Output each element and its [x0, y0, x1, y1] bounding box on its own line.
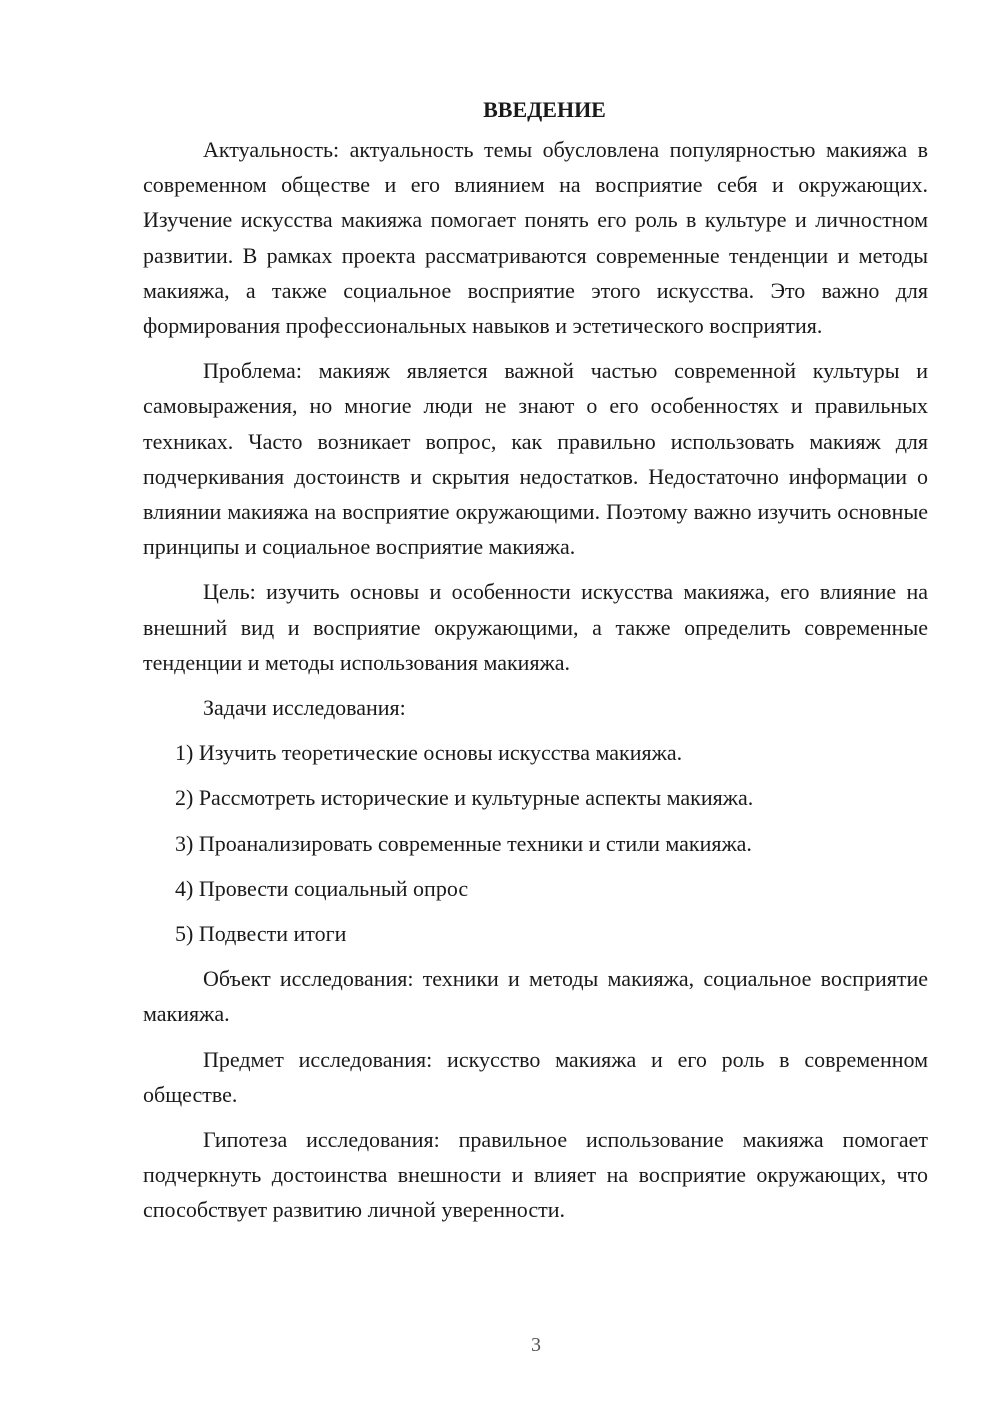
list-item: 1) Изучить теоретические основы искусства макияжа. [175, 740, 683, 766]
document-page [143, 92, 928, 1238]
tasks-heading: Задачи исследования: [203, 695, 406, 721]
list-item: 4) Провести социальный опрос [175, 875, 469, 901]
tasks-list [143, 735, 928, 951]
paragraph-goal: Цель: изучить основы и особенности искусства макияжа, его влияние на внешний вид и восприятие окружающими, а также определить современные тенденции и методы использования макияжа. [143, 579, 928, 675]
paragraph-hypothesis: Гипотеза исследования: правильное использование макияжа помогает подчеркнуть достоинства внешности и влияет на восприятие окружающих, что способствует развитию личной уверенности. [143, 1127, 928, 1223]
list-item: 2) Рассмотреть исторические и культурные аспекты макияжа. [175, 785, 754, 811]
paragraph-object: Объект исследования: техники и методы макияжа, социальное восприятие макияжа. [143, 966, 928, 1027]
page-number: 3 [531, 1334, 541, 1356]
list-item: 5) Подвести итоги [175, 921, 347, 947]
paragraph-relevance: Актуальность: актуальность темы обусловлена популярностью макияжа в современном обществе и его влиянием на восприятие себя и окружающих. Изучение искусства макияжа помогает понять его роль в культуре и личностном развитии. В рамках проекта рассматриваются современные тенденции и методы макияжа, а также социальное восприятие этого искусства. Это важно для формирования профессиональных навыков и эстетического восприятия. [143, 137, 928, 339]
list-item: 3) Проанализировать современные техники и стили макияжа. [175, 830, 752, 856]
paragraph-subject: Предмет исследования: искусство макияжа и его роль в современном обществе. [143, 1046, 928, 1107]
paragraph-problem: Проблема: макияж является важной частью современной культуры и самовыражения, но многие люди не знают о его особенностях и правильных техниках. Часто возникает вопрос, как правильно использовать макияж для подчеркивания достоинств и скрытия недостатков. Недостаточно информации о влиянии макияжа на восприятие окружающими. Поэтому важно изучить основные принципы и социальное восприятие макияжа. [143, 358, 928, 560]
document-title: ВВЕДЕНИЕ [483, 97, 606, 122]
